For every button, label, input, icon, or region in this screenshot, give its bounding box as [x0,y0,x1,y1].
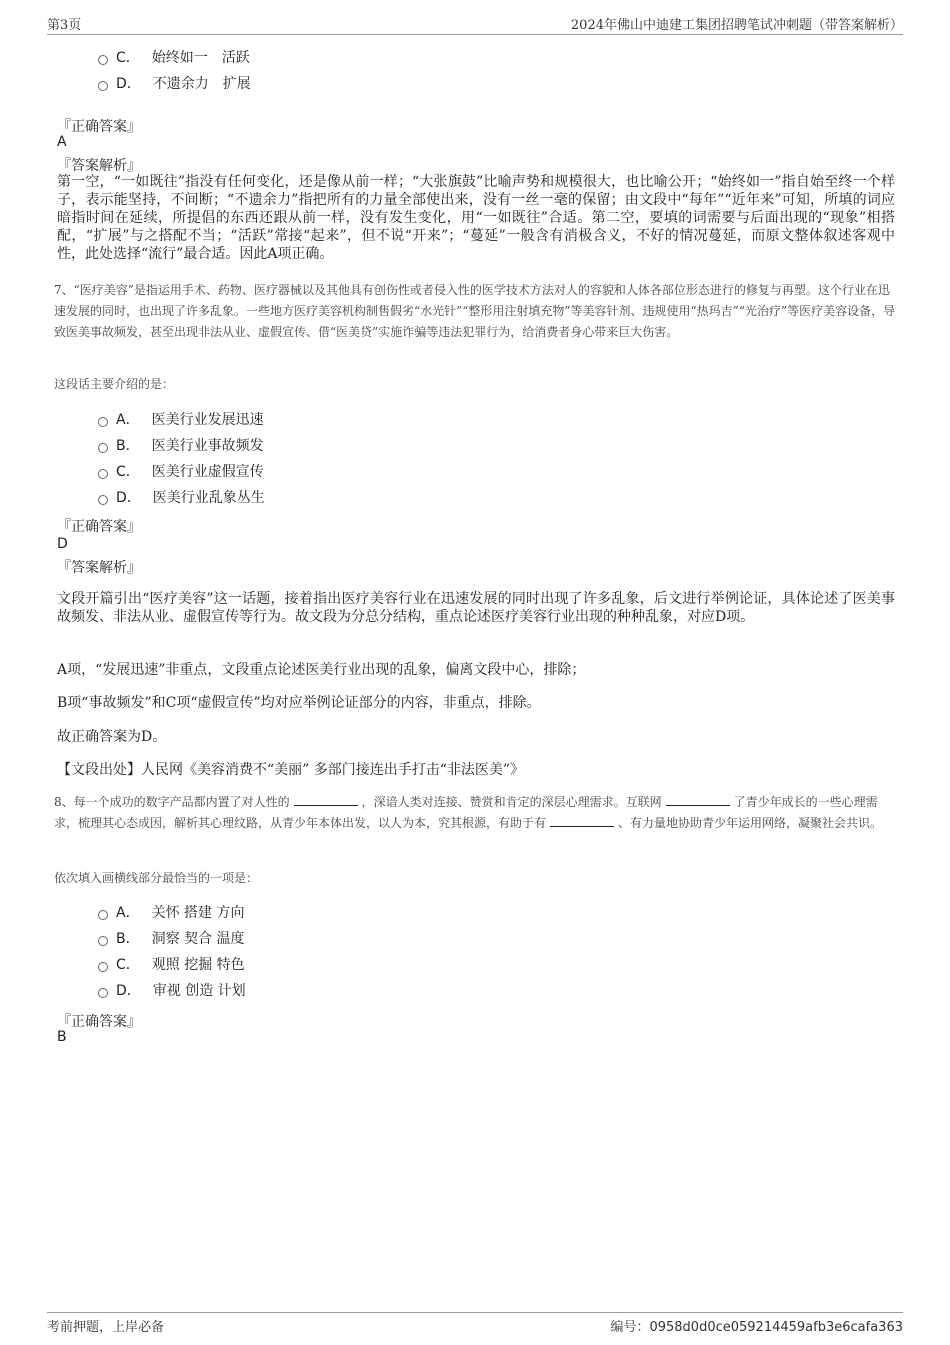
q7-option-c[interactable]: C． 医美行业虚假宣传 [98,462,264,482]
q7-text: 7、“医疗美容”是指运用手术、药物、医疗器械以及其他具有创伤性或者侵入性的医学技术方法对人的容貌和人体各部位形态进行的修复与再塑。这个行业在迅速发展的同时，也出现了许多乱象。一些地方医疗美容机构制售假劣“水光针”“整形用注射填充物”等美容针剂、违规使用“热玛吉”“光治疗”等医疗美容设备，导致医美事故频发，甚至出现非法从业、虚假宣传、借“医美贷”实施诈骗等违法犯罪行为，给消费者身心带来巨大伤害。 [54,283,896,339]
q7-source: 【文段出处】人民网《美容消费不“美丽” 多部门接连出手打击“非法医美”》 [57,762,525,778]
q6-analysis: 第一空，“一如既往”指没有任何变化，还是像从前一样；“大张旗鼓”比喻声势和规模很大，也比喻公开；“始终如一”指自始至终一个样子，表示能坚持，不间断；“不遗余力”指把所有的力量全部使出来，没有一丝一毫的保留；由文段中“每年”“近年来”可知，所填的词应暗指时间在延续，所提倡的东西还跟从前一样，没有发生变化，用“一如既往”合适。第二空，要填的词需要与后面出现的“现象”相搭配，“扩展”与之搭配不当；“活跃”常接“起来”，但不说“开来”；“蔓延”一般含有消极含义，不好的情况蔓延，而原文整体叙述客观中性，此处选择“流行”最合适。因此A项正确。 [57,174,895,262]
q6-answer-tag: 『正确答案』 [57,119,141,135]
radio-icon[interactable] [98,936,108,946]
q8-answer: B [57,1029,67,1045]
q7-prompt: 这段话主要介绍的是： [54,377,175,391]
document-code: 编号：0958d0d0ce059214459afb3e6cafa363 [610,1320,903,1335]
q7-analysis-paragraph-2: A项，“发展迅速”非重点，文段重点论述医美行业出现的乱象，偏离文段中心，排除； [57,662,586,678]
fill-blank-3 [550,814,614,827]
q8-text: 8、每一个成功的数字产品都内置了对人性的 ，深谙人类对连接、赞赏和肯定的深层心理需求。互联网 了青少年成长的一些心理需求，梳理其心态成因，解析其心理纹路，从青少年本体出发，以人为本，究其根源，有助于有 、有力量地协助青少年运用网络，凝聚社会共识。 [54,795,883,830]
fill-blank-2 [666,793,730,806]
q7-option-b[interactable]: B． 医美行业事故频发 [98,436,264,456]
q8-option-d[interactable]: D． 审视 创造 计划 [98,981,246,1001]
q7-option-a[interactable]: A． 医美行业发展迅速 [98,410,264,430]
q8-prompt: 依次填入画横线部分最恰当的一项是： [54,871,259,885]
page-number: 第3页 [47,18,82,33]
radio-icon[interactable] [98,910,108,920]
q8-answer-tag: 『正确答案』 [57,1014,141,1030]
q8-option-c[interactable]: C． 观照 挖掘 特色 [98,955,245,975]
q7-analysis-tag: 『答案解析』 [57,560,141,576]
footer-slogan: 考前押题，上岸必备 [47,1320,165,1335]
q7-answer: D [57,536,68,552]
q6-option-c[interactable]: C． 始终如一 活跃 [98,48,250,68]
q7-option-d[interactable]: D． 医美行业乱象丛生 [98,488,265,508]
document-title: 2024年佛山中迪建工集团招聘笔试冲刺题（带答案解析） [570,18,903,33]
fill-blank-1 [294,793,358,806]
q6-answer: A [57,134,67,150]
page-header [47,14,903,35]
q7-answer-tag: 『正确答案』 [57,519,141,535]
q8-option-b[interactable]: B． 洞察 契合 温度 [98,929,245,949]
q7-analysis-paragraph-4: 故正确答案为D。 [57,729,167,745]
q6-option-d[interactable]: D． 不遗余力 扩展 [98,74,251,94]
q8-option-a[interactable]: A． 关怀 搭建 方向 [98,903,244,923]
q7-analysis-paragraph-1: 文段开篇引出“医疗美容”这一话题，接着指出医疗美容行业在迅速发展的同时出现了许多乱象，后文进行举例论证，具体论述了医美事故频发、非法从业、虚假宣传等行为。故文段为分总分结构，重点论述医疗美容行业出现的种种乱象，对应D项。 [57,591,895,625]
page-footer [47,1312,903,1336]
radio-icon[interactable] [98,443,108,453]
radio-icon[interactable] [98,962,108,972]
q6-analysis-tag: 『答案解析』 [57,158,141,174]
q7-analysis-paragraph-3: B项“事故频发”和C项“虚假宣传”均对应举例论证部分的内容，非重点，排除。 [57,695,541,711]
radio-icon[interactable] [98,495,108,505]
radio-icon[interactable] [98,55,108,65]
radio-icon[interactable] [98,988,108,998]
radio-icon[interactable] [98,417,108,427]
radio-icon[interactable] [98,81,108,91]
radio-icon[interactable] [98,469,108,479]
